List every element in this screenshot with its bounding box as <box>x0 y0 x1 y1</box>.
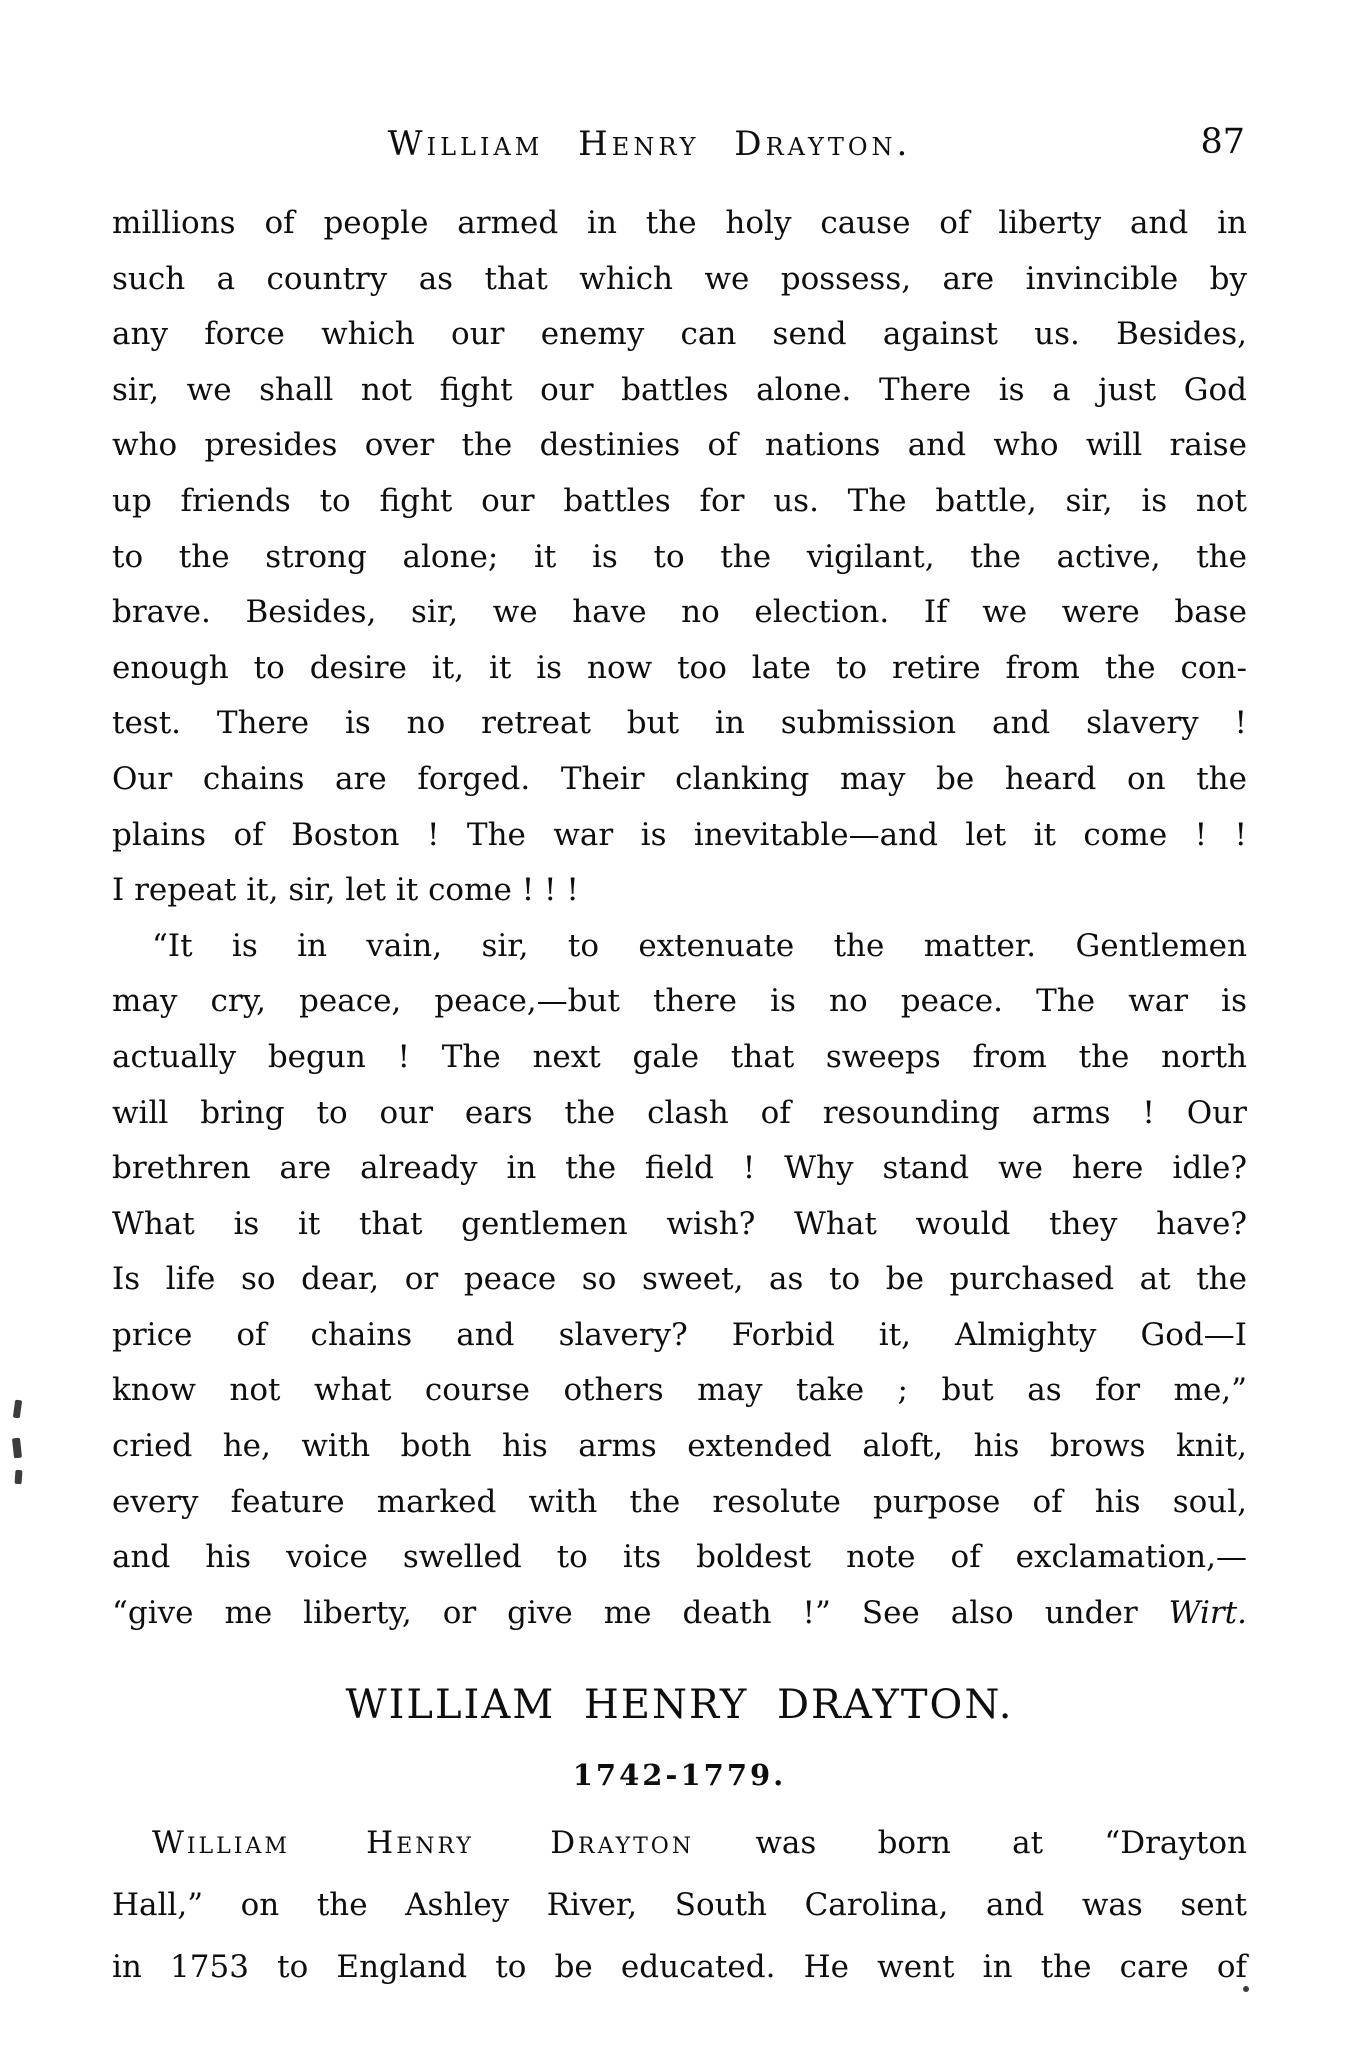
quote-line: will bring to our ears the clash of resounding arms ! Our <box>112 1094 1247 1131</box>
quote-line: to the strong alone; it is to the vigilant, the active, the <box>112 538 1247 575</box>
quote-line: plains of Boston ! The war is inevitable—and let it come ! ! <box>112 816 1247 853</box>
bio-line-text: was born at “Drayton <box>694 1825 1247 1861</box>
quote-line: brethren are already in the field ! Why stand we here idle? <box>112 1150 1247 1187</box>
quote-line: may cry, peace, peace,—but there is no peace. The war is <box>112 983 1247 1020</box>
bio-line: Hall,” on the Ashley River, South Carolina, and was sent <box>112 1887 1247 1923</box>
paragraph-2 <box>112 919 1247 1586</box>
page-title: William Henry Drayton. <box>387 124 912 164</box>
quote-line: I repeat it, sir, let it come ! ! ! <box>112 872 579 909</box>
quote-line: “It is in vain, sir, to extenuate the matter. Gentlemen <box>152 927 1247 964</box>
quote-line: Our chains are forged. Their clanking may be heard on the <box>112 760 1247 797</box>
quote-line: who presides over the destinies of nations and who will raise <box>112 427 1247 464</box>
section-heading: WILLIAM HENRY DRAYTON. <box>345 1682 1014 1728</box>
quote-line: price of chains and slavery? Forbid it, Almighty God—I <box>112 1316 1247 1353</box>
quote-line <box>112 1586 1247 1642</box>
section-dates: 1742-1779. <box>572 1758 787 1792</box>
quote-line: and his voice swelled to its boldest note of exclamation,— <box>112 1539 1247 1576</box>
quote-line: up friends to fight our battles for us. The battle, sir, is not <box>112 482 1247 519</box>
quote-line: cried he, with both his arms extended aloft, his brows knit, <box>112 1428 1247 1465</box>
quote-line-text: “give me liberty, or give me death !” See also under <box>112 1594 1169 1631</box>
running-header <box>112 124 1247 172</box>
quote-line: brave. Besides, sir, we have no election. If we were base <box>112 594 1247 631</box>
quote-line: Is life so dear, or peace so sweet, as to be purchased at the <box>112 1261 1247 1298</box>
bio-line <box>112 1812 1247 1874</box>
bio-line: in 1753 to England to be educated. He went in the care of <box>112 1949 1247 1985</box>
page-number: 87 <box>1200 122 1245 162</box>
quote-line: know not what course others may take ; but as for me,” <box>112 1372 1247 1409</box>
quote-line: What is it that gentlemen wish? What would they have? <box>112 1205 1247 1242</box>
ink-speck <box>13 1400 22 1419</box>
quote-line: every feature marked with the resolute purpose of his soul, <box>112 1483 1247 1520</box>
quote-line: any force which our enemy can send against us. Besides, <box>112 316 1247 353</box>
quote-line: test. There is no retreat but in submission and slavery ! <box>112 705 1247 742</box>
ink-speck <box>12 1438 22 1459</box>
quote-line: enough to desire it, it is now too late to retire from the con- <box>112 649 1247 686</box>
quote-line: millions of people armed in the holy cause of liberty and in <box>112 205 1247 241</box>
quote-line: sir, we shall not fight our battles alone. There is a just God <box>112 371 1247 408</box>
quote-block <box>112 196 1247 1641</box>
quote-line: such a country as that which we possess, are invincible by <box>112 260 1247 297</box>
ink-speck <box>1243 1986 1249 1992</box>
bio-paragraph <box>112 1812 1247 1998</box>
person-name-smallcaps: William Henry Drayton <box>152 1825 695 1861</box>
ink-speck <box>15 1470 23 1484</box>
paragraph-1 <box>112 196 1247 919</box>
cross-reference-italic: Wirt. <box>1168 1594 1247 1631</box>
quote-line: actually begun ! The next gale that sweeps from the north <box>112 1038 1247 1075</box>
